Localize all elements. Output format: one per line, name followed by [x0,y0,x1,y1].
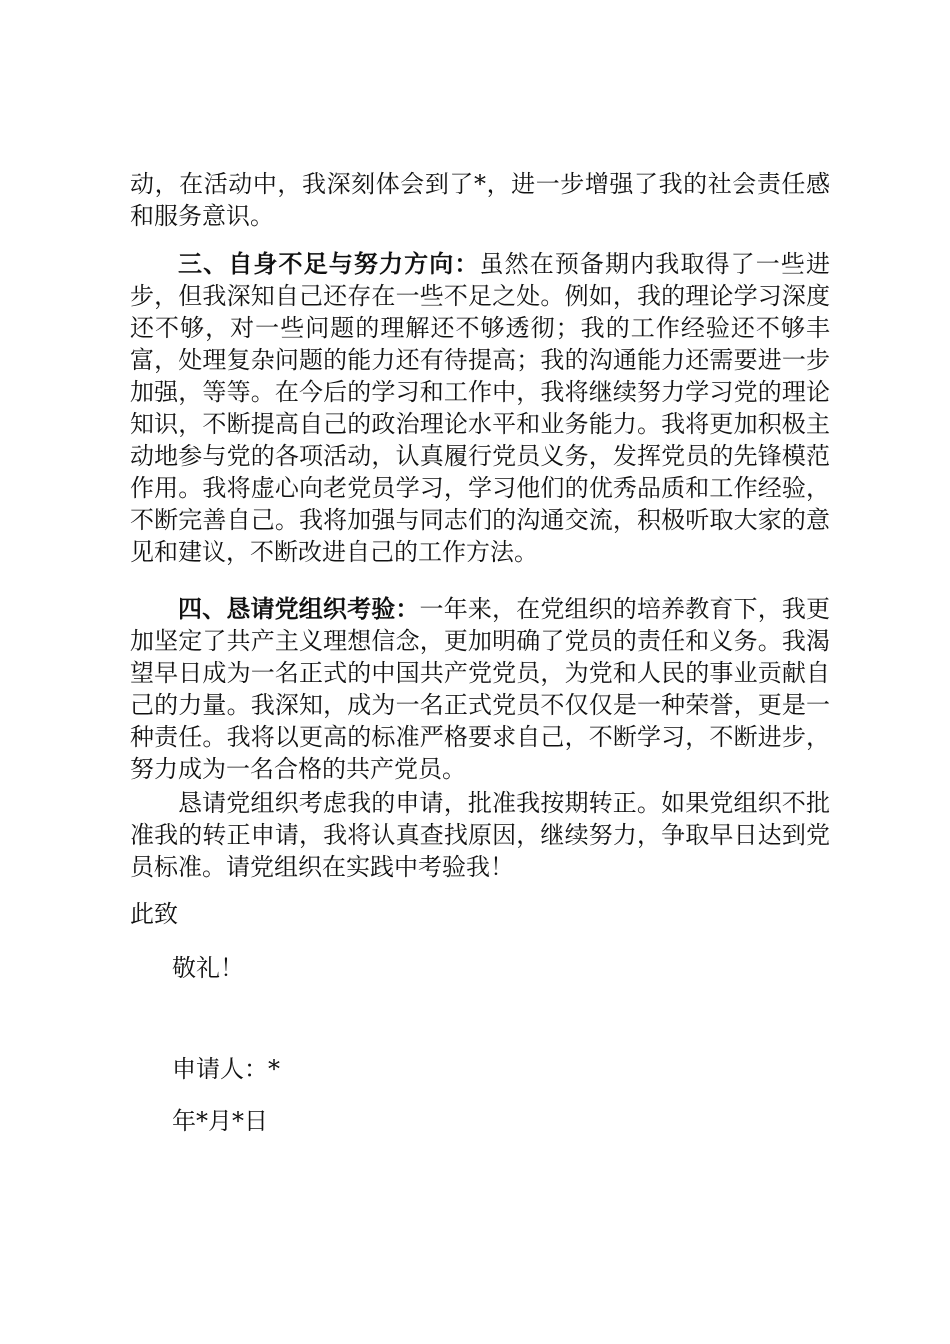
section-3-body: 虽然在预备期内我取得了一些进步，但我深知自己还存在一些不足之处。例如，我的理论学习深度还不够，对一些问题的理解还不够透彻；我的工作经验还不够丰富，处理复杂问题的能力还有待提高；我的沟通能力还需要进一步加强，等等。在今后的学习和工作中，我将继续努力学习党的理论知识，不断提高自己的政治理论水平和业务能力。我将更加积极主动地参与党的各项活动，认真履行党员义务，发挥党员的先锋模范作用。我将虚心向老党员学习，学习他们的优秀品质和工作经验，不断完善自己。我将加强与同志们的沟通交流，积极听取大家的意见和建议，不断改进自己的工作方法。 [130,250,831,566]
salutation: 敬礼！ [172,954,244,982]
paragraph-activity-continuation [130,168,830,232]
request-text: 恳请党组织考虑我的申请，批准我按期转正。如果党组织不批准我的转正申请，我将认真查找原因，继续努力，争取早日达到党员标准。请党组织在实践中考验我！ [130,789,830,881]
applicant-line: 申请人：* [172,1055,280,1083]
section-4-heading: 四、恳请党组织考验： [178,595,420,623]
section-4-body: 一年来，在党组织的培养教育下，我更加坚定了共产主义理想信念，更加明确了党员的责任和义务。我渴望早日成为一名正式的中国共产党党员，为党和人民的事业贡献自己的力量。我深知，成为一名正式党员不仅仅是一种荣誉，更是一种责任。我将以更高的标准严格要求自己，不断学习，不断进步，努力成为一名合格的共产党员。 [130,595,831,783]
paragraph-text: 动，在活动中，我深刻体会到了*，进一步增强了我的社会责任感和服务意识。 [130,170,830,230]
closing-phrase: 此致 [130,900,178,928]
date-line: 年*月*日 [172,1107,268,1135]
section-3-paragraph [130,248,830,568]
section-3-heading: 三、自身不足与努力方向： [178,250,480,278]
request-paragraph [130,787,830,883]
section-4-paragraph [130,593,830,785]
